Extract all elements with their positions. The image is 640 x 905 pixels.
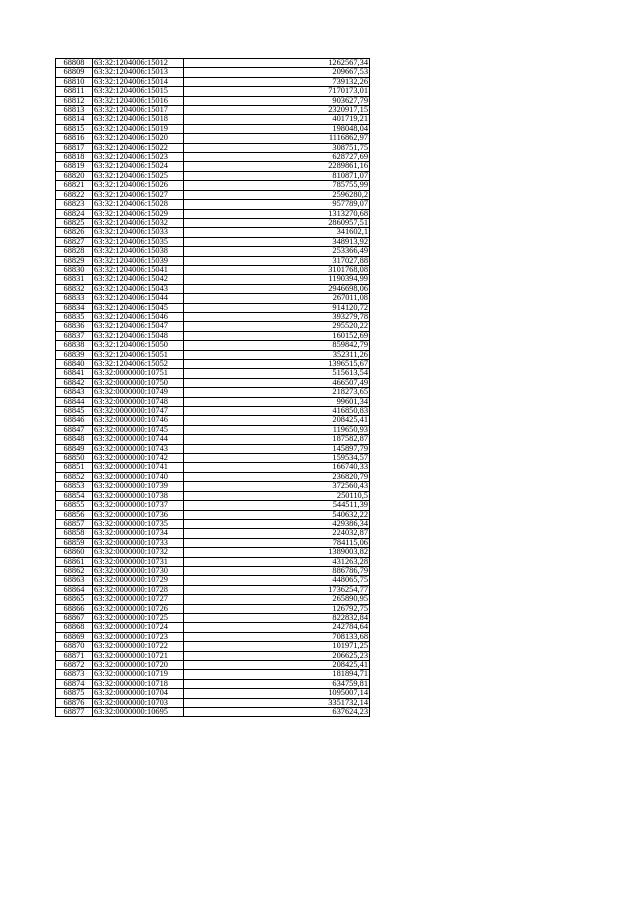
cadastral-number-cell: 63:32:1204006:15027 bbox=[93, 190, 184, 199]
table-row bbox=[56, 106, 370, 115]
row-number-cell: 68818 bbox=[56, 153, 93, 162]
row-number-cell: 68838 bbox=[56, 341, 93, 350]
table-row bbox=[56, 576, 370, 585]
row-number-cell: 68849 bbox=[56, 444, 93, 453]
table-row bbox=[56, 153, 370, 162]
cadastral-value-cell: 145897,79 bbox=[184, 444, 370, 453]
cadastral-number-cell: 63:32:0000000:10743 bbox=[93, 444, 184, 453]
table-row bbox=[56, 181, 370, 190]
row-number-cell: 68862 bbox=[56, 566, 93, 575]
cadastral-value-cell: 2320917,15 bbox=[184, 106, 370, 115]
cadastral-value-cell: 886786,79 bbox=[184, 566, 370, 575]
cadastral-value-cell: 3101768,08 bbox=[184, 265, 370, 274]
cadastral-number-cell: 63:32:1204006:15014 bbox=[93, 77, 184, 86]
cadastral-value-cell: 957789,07 bbox=[184, 200, 370, 209]
cadastral-number-cell: 63:32:0000000:10719 bbox=[93, 670, 184, 679]
row-number-cell: 68867 bbox=[56, 613, 93, 622]
cadastral-value-cell: 242784,64 bbox=[184, 623, 370, 632]
cadastral-number-cell: 63:32:0000000:10729 bbox=[93, 576, 184, 585]
row-number-cell: 68856 bbox=[56, 510, 93, 519]
cadastral-number-cell: 63:32:0000000:10741 bbox=[93, 463, 184, 472]
table-row bbox=[56, 679, 370, 688]
cadastral-number-cell: 63:32:0000000:10725 bbox=[93, 613, 184, 622]
row-number-cell: 68826 bbox=[56, 228, 93, 237]
row-number-cell: 68846 bbox=[56, 416, 93, 425]
table-body bbox=[56, 59, 370, 717]
cadastral-value-cell: 348913,92 bbox=[184, 237, 370, 246]
cadastral-value-cell: 224032,87 bbox=[184, 529, 370, 538]
table-row bbox=[56, 87, 370, 96]
table-row bbox=[56, 265, 370, 274]
cadastral-number-cell: 63:32:1204006:15024 bbox=[93, 162, 184, 171]
table-row bbox=[56, 143, 370, 152]
row-number-cell: 68854 bbox=[56, 491, 93, 500]
cadastral-value-table bbox=[55, 58, 370, 717]
row-number-cell: 68864 bbox=[56, 585, 93, 594]
row-number-cell: 68873 bbox=[56, 670, 93, 679]
cadastral-value-cell: 295520,22 bbox=[184, 322, 370, 331]
row-number-cell: 68843 bbox=[56, 388, 93, 397]
cadastral-number-cell: 63:32:1204006:15018 bbox=[93, 115, 184, 124]
cadastral-number-cell: 63:32:0000000:10738 bbox=[93, 491, 184, 500]
row-number-cell: 68836 bbox=[56, 322, 93, 331]
cadastral-value-cell: 810871,07 bbox=[184, 171, 370, 180]
table-row bbox=[56, 275, 370, 284]
cadastral-value-cell: 236820,79 bbox=[184, 472, 370, 481]
cadastral-value-cell: 544511,39 bbox=[184, 501, 370, 510]
row-number-cell: 68830 bbox=[56, 265, 93, 274]
cadastral-value-cell: 1116862,97 bbox=[184, 134, 370, 143]
row-number-cell: 68814 bbox=[56, 115, 93, 124]
cadastral-value-cell: 1396515,67 bbox=[184, 360, 370, 369]
cadastral-number-cell: 63:32:0000000:10718 bbox=[93, 679, 184, 688]
row-number-cell: 68857 bbox=[56, 519, 93, 528]
cadastral-number-cell: 63:32:1204006:15047 bbox=[93, 322, 184, 331]
cadastral-number-cell: 63:32:1204006:15032 bbox=[93, 218, 184, 227]
table-row bbox=[56, 115, 370, 124]
table-row bbox=[56, 472, 370, 481]
cadastral-value-cell: 784115,06 bbox=[184, 538, 370, 547]
table-row bbox=[56, 341, 370, 350]
row-number-cell: 68819 bbox=[56, 162, 93, 171]
cadastral-value-cell: 352311,26 bbox=[184, 350, 370, 359]
cadastral-value-cell: 198048,04 bbox=[184, 124, 370, 133]
table-row bbox=[56, 604, 370, 613]
row-number-cell: 68842 bbox=[56, 378, 93, 387]
row-number-cell: 68840 bbox=[56, 360, 93, 369]
cadastral-value-cell: 401719,21 bbox=[184, 115, 370, 124]
row-number-cell: 68870 bbox=[56, 642, 93, 651]
cadastral-number-cell: 63:32:0000000:10726 bbox=[93, 604, 184, 613]
table-row bbox=[56, 190, 370, 199]
cadastral-number-cell: 63:32:0000000:10750 bbox=[93, 378, 184, 387]
table-row bbox=[56, 218, 370, 227]
table-row bbox=[56, 407, 370, 416]
row-number-cell: 68813 bbox=[56, 106, 93, 115]
table-row bbox=[56, 369, 370, 378]
cadastral-value-cell: 308751,75 bbox=[184, 143, 370, 152]
table-row bbox=[56, 613, 370, 622]
cadastral-number-cell: 63:32:1204006:15045 bbox=[93, 303, 184, 312]
cadastral-number-cell: 63:32:0000000:10728 bbox=[93, 585, 184, 594]
cadastral-value-cell: 2946698,06 bbox=[184, 284, 370, 293]
row-number-cell: 68872 bbox=[56, 661, 93, 670]
table-row bbox=[56, 444, 370, 453]
cadastral-value-cell: 2860957,51 bbox=[184, 218, 370, 227]
cadastral-value-cell: 1389003,82 bbox=[184, 548, 370, 557]
row-number-cell: 68841 bbox=[56, 369, 93, 378]
row-number-cell: 68823 bbox=[56, 200, 93, 209]
cadastral-value-cell: 393279,78 bbox=[184, 312, 370, 321]
table-row bbox=[56, 124, 370, 133]
row-number-cell: 68832 bbox=[56, 284, 93, 293]
cadastral-number-cell: 63:32:0000000:10748 bbox=[93, 397, 184, 406]
row-number-cell: 68877 bbox=[56, 708, 93, 717]
row-number-cell: 68834 bbox=[56, 303, 93, 312]
table-row bbox=[56, 435, 370, 444]
table-row bbox=[56, 632, 370, 641]
cadastral-value-cell: 160152,69 bbox=[184, 331, 370, 340]
cadastral-value-cell: 187582,87 bbox=[184, 435, 370, 444]
row-number-cell: 68825 bbox=[56, 218, 93, 227]
cadastral-value-cell: 218273,65 bbox=[184, 388, 370, 397]
row-number-cell: 68837 bbox=[56, 331, 93, 340]
cadastral-value-cell: 208425,41 bbox=[184, 416, 370, 425]
cadastral-number-cell: 63:32:0000000:10740 bbox=[93, 472, 184, 481]
row-number-cell: 68810 bbox=[56, 77, 93, 86]
row-number-cell: 68815 bbox=[56, 124, 93, 133]
row-number-cell: 68833 bbox=[56, 294, 93, 303]
row-number-cell: 68861 bbox=[56, 557, 93, 566]
cadastral-value-cell: 739132,26 bbox=[184, 77, 370, 86]
row-number-cell: 68829 bbox=[56, 256, 93, 265]
cadastral-value-cell: 431263,28 bbox=[184, 557, 370, 566]
table-row bbox=[56, 670, 370, 679]
table-row bbox=[56, 162, 370, 171]
row-number-cell: 68816 bbox=[56, 134, 93, 143]
cadastral-number-cell: 63:32:0000000:10744 bbox=[93, 435, 184, 444]
table-row bbox=[56, 200, 370, 209]
table-row bbox=[56, 360, 370, 369]
row-number-cell: 68827 bbox=[56, 237, 93, 246]
row-number-cell: 68871 bbox=[56, 651, 93, 660]
cadastral-value-cell: 1736254,77 bbox=[184, 585, 370, 594]
row-number-cell: 68817 bbox=[56, 143, 93, 152]
cadastral-number-cell: 63:32:0000000:10746 bbox=[93, 416, 184, 425]
cadastral-number-cell: 63:32:0000000:10749 bbox=[93, 388, 184, 397]
table-row bbox=[56, 501, 370, 510]
table-row bbox=[56, 59, 370, 68]
cadastral-number-cell: 63:32:1204006:15017 bbox=[93, 106, 184, 115]
row-number-cell: 68820 bbox=[56, 171, 93, 180]
cadastral-number-cell: 63:32:1204006:15028 bbox=[93, 200, 184, 209]
cadastral-number-cell: 63:32:1204006:15042 bbox=[93, 275, 184, 284]
cadastral-value-cell: 429386,34 bbox=[184, 519, 370, 528]
row-number-cell: 68859 bbox=[56, 538, 93, 547]
table-row bbox=[56, 416, 370, 425]
cadastral-number-cell: 63:32:1204006:15039 bbox=[93, 256, 184, 265]
cadastral-value-cell: 634759,81 bbox=[184, 679, 370, 688]
cadastral-number-cell: 63:32:1204006:15033 bbox=[93, 228, 184, 237]
table-row bbox=[56, 209, 370, 218]
table-row bbox=[56, 256, 370, 265]
cadastral-value-cell: 466507,49 bbox=[184, 378, 370, 387]
cadastral-value-cell: 2289861,16 bbox=[184, 162, 370, 171]
row-number-cell: 68847 bbox=[56, 425, 93, 434]
cadastral-number-cell: 63:32:0000000:10736 bbox=[93, 510, 184, 519]
row-number-cell: 68868 bbox=[56, 623, 93, 632]
row-number-cell: 68845 bbox=[56, 407, 93, 416]
cadastral-number-cell: 63:32:1204006:15012 bbox=[93, 59, 184, 68]
cadastral-value-cell: 250110,5 bbox=[184, 491, 370, 500]
cadastral-number-cell: 63:32:1204006:15048 bbox=[93, 331, 184, 340]
table-row bbox=[56, 68, 370, 77]
cadastral-value-cell: 1313270,68 bbox=[184, 209, 370, 218]
table-row bbox=[56, 134, 370, 143]
table-row bbox=[56, 425, 370, 434]
row-number-cell: 68876 bbox=[56, 698, 93, 707]
table-row bbox=[56, 557, 370, 566]
cadastral-number-cell: 63:32:1204006:15029 bbox=[93, 209, 184, 218]
cadastral-value-cell: 208425,41 bbox=[184, 661, 370, 670]
cadastral-value-cell: 637624,23 bbox=[184, 708, 370, 717]
table-row bbox=[56, 322, 370, 331]
row-number-cell: 68839 bbox=[56, 350, 93, 359]
row-number-cell: 68866 bbox=[56, 604, 93, 613]
cadastral-value-cell: 1190394,99 bbox=[184, 275, 370, 284]
table-row bbox=[56, 482, 370, 491]
cadastral-number-cell: 63:32:1204006:15050 bbox=[93, 341, 184, 350]
table-row bbox=[56, 350, 370, 359]
cadastral-value-cell: 181894,71 bbox=[184, 670, 370, 679]
table-row bbox=[56, 397, 370, 406]
cadastral-number-cell: 63:32:0000000:10730 bbox=[93, 566, 184, 575]
cadastral-number-cell: 63:32:0000000:10703 bbox=[93, 698, 184, 707]
cadastral-number-cell: 63:32:1204006:15043 bbox=[93, 284, 184, 293]
cadastral-value-cell: 209667,53 bbox=[184, 68, 370, 77]
table-row bbox=[56, 529, 370, 538]
cadastral-number-cell: 63:32:1204006:15019 bbox=[93, 124, 184, 133]
table-row bbox=[56, 378, 370, 387]
row-number-cell: 68855 bbox=[56, 501, 93, 510]
cadastral-value-cell: 448065,75 bbox=[184, 576, 370, 585]
row-number-cell: 68858 bbox=[56, 529, 93, 538]
table-row bbox=[56, 595, 370, 604]
cadastral-value-cell: 372560,43 bbox=[184, 482, 370, 491]
table-row bbox=[56, 294, 370, 303]
table-row bbox=[56, 454, 370, 463]
row-number-cell: 68853 bbox=[56, 482, 93, 491]
table-row bbox=[56, 708, 370, 717]
cadastral-value-cell: 341602,1 bbox=[184, 228, 370, 237]
cadastral-value-cell: 99601,34 bbox=[184, 397, 370, 406]
cadastral-value-cell: 253366,49 bbox=[184, 247, 370, 256]
row-number-cell: 68865 bbox=[56, 595, 93, 604]
cadastral-number-cell: 63:32:1204006:15020 bbox=[93, 134, 184, 143]
cadastral-value-cell: 265890,95 bbox=[184, 595, 370, 604]
cadastral-value-cell: 540632,22 bbox=[184, 510, 370, 519]
row-number-cell: 68863 bbox=[56, 576, 93, 585]
row-number-cell: 68844 bbox=[56, 397, 93, 406]
table-row bbox=[56, 96, 370, 105]
cadastral-number-cell: 63:32:1204006:15044 bbox=[93, 294, 184, 303]
cadastral-value-cell: 903627,79 bbox=[184, 96, 370, 105]
cadastral-number-cell: 63:32:0000000:10724 bbox=[93, 623, 184, 632]
cadastral-number-cell: 63:32:1204006:15046 bbox=[93, 312, 184, 321]
row-number-cell: 68852 bbox=[56, 472, 93, 481]
table-row bbox=[56, 585, 370, 594]
cadastral-number-cell: 63:32:1204006:15025 bbox=[93, 171, 184, 180]
table-row bbox=[56, 566, 370, 575]
row-number-cell: 68874 bbox=[56, 679, 93, 688]
table-row bbox=[56, 171, 370, 180]
cadastral-number-cell: 63:32:1204006:15022 bbox=[93, 143, 184, 152]
row-number-cell: 68811 bbox=[56, 87, 93, 96]
row-number-cell: 68869 bbox=[56, 632, 93, 641]
cadastral-number-cell: 63:32:1204006:15038 bbox=[93, 247, 184, 256]
row-number-cell: 68821 bbox=[56, 181, 93, 190]
cadastral-number-cell: 63:32:0000000:10734 bbox=[93, 529, 184, 538]
cadastral-value-cell: 159534,57 bbox=[184, 454, 370, 463]
cadastral-number-cell: 63:32:0000000:10745 bbox=[93, 425, 184, 434]
cadastral-value-cell: 317027,88 bbox=[184, 256, 370, 265]
cadastral-value-cell: 1262567,34 bbox=[184, 59, 370, 68]
cadastral-value-cell: 206625,23 bbox=[184, 651, 370, 660]
cadastral-number-cell: 63:32:0000000:10735 bbox=[93, 519, 184, 528]
row-number-cell: 68822 bbox=[56, 190, 93, 199]
cadastral-number-cell: 63:32:0000000:10722 bbox=[93, 642, 184, 651]
table-row bbox=[56, 463, 370, 472]
cadastral-number-cell: 63:32:1204006:15052 bbox=[93, 360, 184, 369]
cadastral-number-cell: 63:32:0000000:10742 bbox=[93, 454, 184, 463]
cadastral-number-cell: 63:32:0000000:10695 bbox=[93, 708, 184, 717]
cadastral-value-cell: 859842,79 bbox=[184, 341, 370, 350]
table-row bbox=[56, 331, 370, 340]
cadastral-number-cell: 63:32:1204006:15023 bbox=[93, 153, 184, 162]
cadastral-value-cell: 3351732,14 bbox=[184, 698, 370, 707]
cadastral-number-cell: 63:32:0000000:10704 bbox=[93, 689, 184, 698]
cadastral-value-cell: 708133,68 bbox=[184, 632, 370, 641]
cadastral-number-cell: 63:32:1204006:15041 bbox=[93, 265, 184, 274]
table-row bbox=[56, 698, 370, 707]
cadastral-number-cell: 63:32:1204006:15035 bbox=[93, 237, 184, 246]
cadastral-value-cell: 1095007,14 bbox=[184, 689, 370, 698]
table-row bbox=[56, 247, 370, 256]
cadastral-value-cell: 166740,33 bbox=[184, 463, 370, 472]
row-number-cell: 68824 bbox=[56, 209, 93, 218]
row-number-cell: 68835 bbox=[56, 312, 93, 321]
table-row bbox=[56, 651, 370, 660]
row-number-cell: 68808 bbox=[56, 59, 93, 68]
table-row bbox=[56, 228, 370, 237]
row-number-cell: 68860 bbox=[56, 548, 93, 557]
cadastral-number-cell: 63:32:0000000:10732 bbox=[93, 548, 184, 557]
cadastral-number-cell: 63:32:1204006:15013 bbox=[93, 68, 184, 77]
cadastral-number-cell: 63:32:0000000:10751 bbox=[93, 369, 184, 378]
row-number-cell: 68850 bbox=[56, 454, 93, 463]
table-row bbox=[56, 689, 370, 698]
table-row bbox=[56, 237, 370, 246]
cadastral-number-cell: 63:32:1204006:15026 bbox=[93, 181, 184, 190]
row-number-cell: 68812 bbox=[56, 96, 93, 105]
row-number-cell: 68848 bbox=[56, 435, 93, 444]
cadastral-value-cell: 822832,84 bbox=[184, 613, 370, 622]
table-row bbox=[56, 303, 370, 312]
cadastral-value-cell: 126792,75 bbox=[184, 604, 370, 613]
cadastral-number-cell: 63:32:0000000:10720 bbox=[93, 661, 184, 670]
row-number-cell: 68831 bbox=[56, 275, 93, 284]
table-row bbox=[56, 661, 370, 670]
cadastral-value-cell: 914120,72 bbox=[184, 303, 370, 312]
cadastral-number-cell: 63:32:0000000:10737 bbox=[93, 501, 184, 510]
table-row bbox=[56, 548, 370, 557]
row-number-cell: 68828 bbox=[56, 247, 93, 256]
table-row bbox=[56, 284, 370, 293]
cadastral-number-cell: 63:32:0000000:10733 bbox=[93, 538, 184, 547]
table-row bbox=[56, 388, 370, 397]
table-row bbox=[56, 519, 370, 528]
cadastral-value-cell: 101971,25 bbox=[184, 642, 370, 651]
cadastral-number-cell: 63:32:1204006:15051 bbox=[93, 350, 184, 359]
cadastral-value-cell: 628727,69 bbox=[184, 153, 370, 162]
cadastral-value-cell: 2596280,2 bbox=[184, 190, 370, 199]
cadastral-number-cell: 63:32:0000000:10731 bbox=[93, 557, 184, 566]
cadastral-value-cell: 119650,93 bbox=[184, 425, 370, 434]
row-number-cell: 68809 bbox=[56, 68, 93, 77]
cadastral-number-cell: 63:32:1204006:15016 bbox=[93, 96, 184, 105]
table-row bbox=[56, 538, 370, 547]
row-number-cell: 68875 bbox=[56, 689, 93, 698]
cadastral-number-cell: 63:32:0000000:10739 bbox=[93, 482, 184, 491]
cadastral-number-cell: 63:32:0000000:10723 bbox=[93, 632, 184, 641]
table-row bbox=[56, 312, 370, 321]
cadastral-number-cell: 63:32:0000000:10721 bbox=[93, 651, 184, 660]
cadastral-value-cell: 7170173,01 bbox=[184, 87, 370, 96]
cadastral-value-cell: 267011,08 bbox=[184, 294, 370, 303]
cadastral-value-cell: 515613,54 bbox=[184, 369, 370, 378]
table-row bbox=[56, 642, 370, 651]
table-row bbox=[56, 77, 370, 86]
cadastral-number-cell: 63:32:0000000:10747 bbox=[93, 407, 184, 416]
table-row bbox=[56, 623, 370, 632]
cadastral-value-cell: 785755,99 bbox=[184, 181, 370, 190]
table-row bbox=[56, 510, 370, 519]
table-row bbox=[56, 491, 370, 500]
cadastral-value-cell: 416850,83 bbox=[184, 407, 370, 416]
row-number-cell: 68851 bbox=[56, 463, 93, 472]
cadastral-number-cell: 63:32:0000000:10727 bbox=[93, 595, 184, 604]
cadastral-number-cell: 63:32:1204006:15015 bbox=[93, 87, 184, 96]
